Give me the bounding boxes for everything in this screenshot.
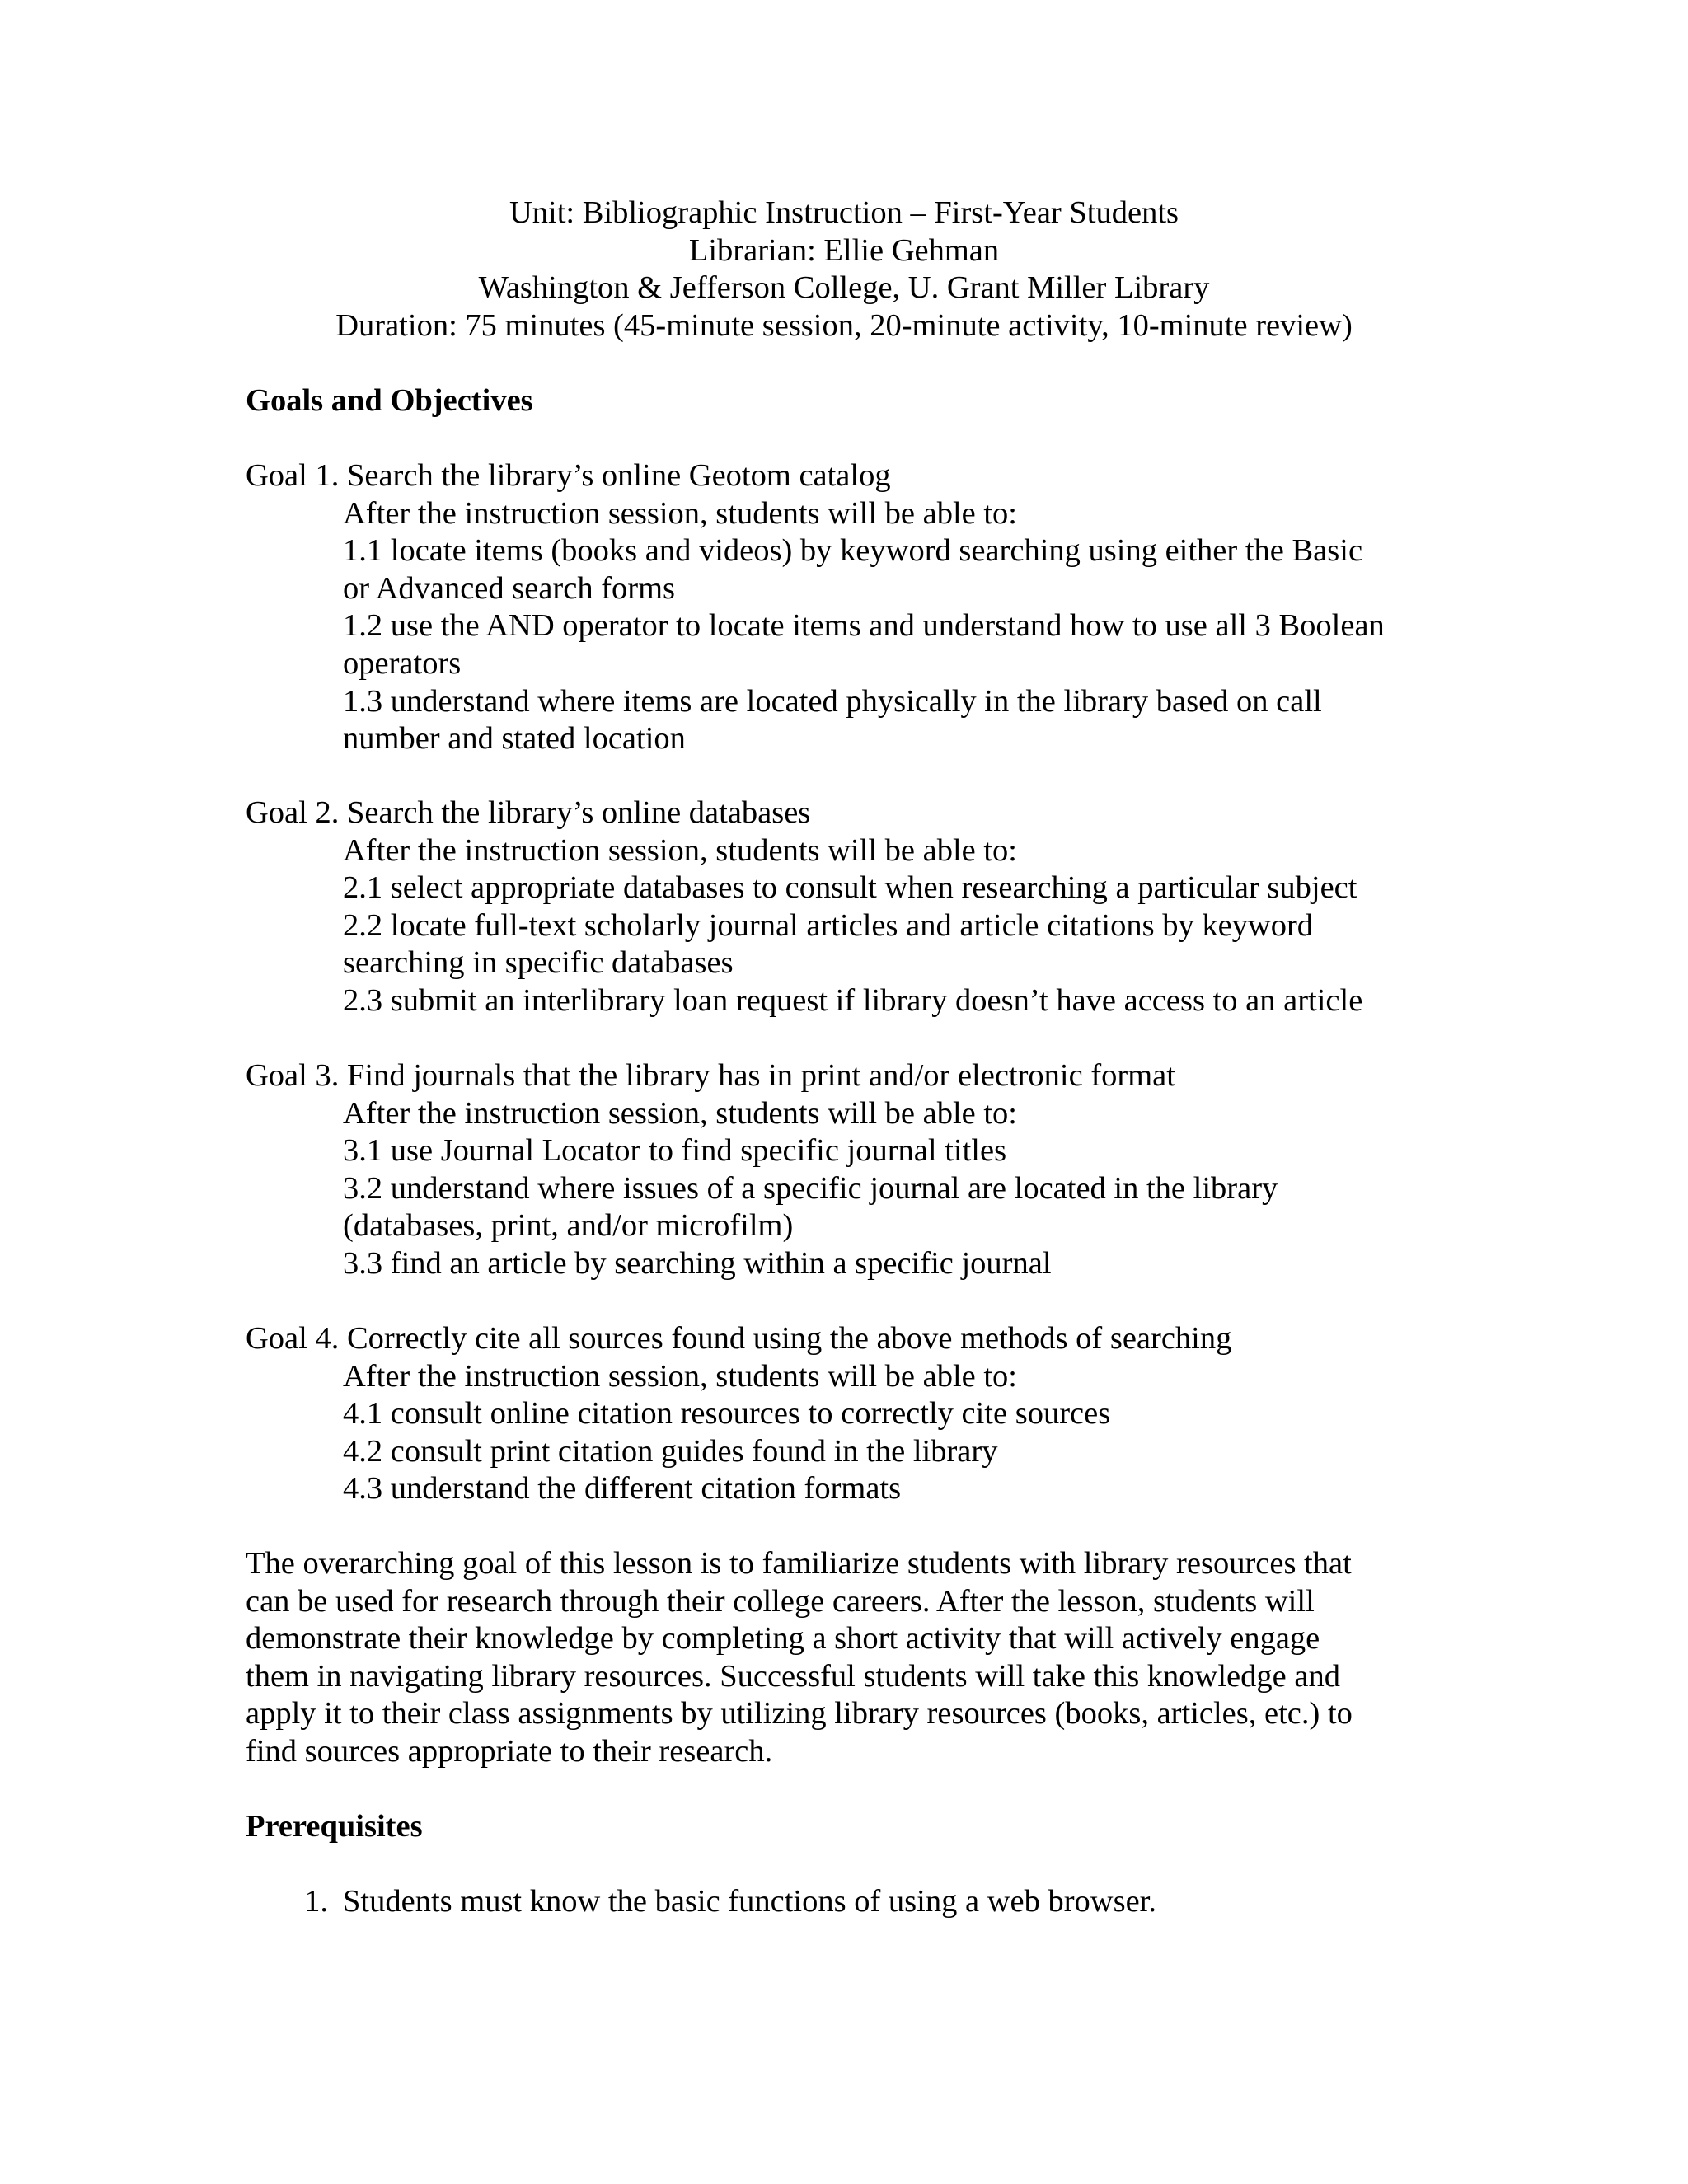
objective-line: or Advanced search forms (343, 570, 676, 606)
prerequisites-list (246, 1883, 1482, 1921)
duration-line: Duration: 75 minutes (45-minute session, 20-minute activity, 10-minute review) (335, 307, 1353, 343)
objective-line: operators (343, 645, 462, 681)
objective-line: 1.2 use the AND operator to locate items and understand how to use all 3 Boolean (343, 608, 1385, 644)
objective-line: 4.3 understand the different citation formats (343, 1471, 902, 1507)
goal-intro: After the instruction session, students will be able to: (343, 1358, 1017, 1394)
list-item-number: 1. (304, 1884, 328, 1919)
document-header (0, 194, 1688, 344)
goal-title: Goal 4. Correctly cite all sources found using the above methods of searching (246, 1321, 1232, 1356)
objective-line: 2.2 locate full-text scholarly journal articles and article citations by keyword (343, 907, 1314, 943)
unit-line: Unit: Bibliographic Instruction – First-Year Students (509, 195, 1179, 230)
objective-line: 4.2 consult print citation guides found in the library (343, 1433, 998, 1469)
paragraph-line: The overarching goal of this lesson is to familiarize students with library resources that (246, 1546, 1352, 1581)
goal-3 (246, 1057, 1482, 1283)
goal-title: Goal 2. Search the library’s online databases (246, 795, 811, 830)
list-item-text: Students must know the basic functions of using a web browser. (343, 1884, 1156, 1919)
prerequisites-heading: Prerequisites (246, 1809, 423, 1844)
paragraph-line: demonstrate their knowledge by completing a short activity that will actively engage (246, 1621, 1320, 1657)
goal-2 (246, 794, 1482, 1020)
objective-line: 2.3 submit an interlibrary loan request if library doesn’t have access to an article (343, 982, 1363, 1018)
objective-line: 3.3 find an article by searching within a specific journal (343, 1245, 1052, 1281)
goals-heading: Goals and Objectives (246, 383, 533, 418)
goal-intro: After the instruction session, students will be able to: (343, 832, 1017, 868)
paragraph-line: them in navigating library resources. Successful students will take this knowledge and (246, 1658, 1340, 1694)
objective-line: 3.1 use Journal Locator to find specific journal titles (343, 1133, 1007, 1169)
objective-line: 1.1 locate items (books and videos) by keyword searching using either the Basic (343, 533, 1363, 569)
goal-title: Goal 1. Search the library’s online Geotom catalog (246, 458, 891, 493)
objective-line: searching in specific databases (343, 945, 734, 981)
list-item (246, 1883, 1482, 1921)
paragraph-line: can be used for research through their college careers. After the lesson, students will (246, 1583, 1315, 1619)
goal-4 (246, 1320, 1482, 1508)
objective-line: 1.3 understand where items are located physically in the library based on call (343, 683, 1322, 719)
overarching-paragraph (246, 1545, 1416, 1771)
objective-line: 4.1 consult online citation resources to correctly cite sources (343, 1396, 1111, 1432)
objective-line: number and stated location (343, 721, 686, 757)
objective-line: 2.1 select appropriate databases to consult when researching a particular subject (343, 870, 1357, 906)
goal-intro: After the instruction session, students will be able to: (343, 1095, 1017, 1131)
objective-line: 3.2 understand where issues of a specific journal are located in the library (343, 1170, 1278, 1206)
goal-title: Goal 3. Find journals that the library has in print and/or electronic format (246, 1058, 1175, 1093)
objective-line: (databases, print, and/or microfilm) (343, 1208, 794, 1244)
goal-1 (246, 457, 1482, 758)
paragraph-line: apply it to their class assignments by utilizing library resources (books, articles, etc.) to (246, 1696, 1353, 1732)
goal-intro: After the instruction session, students will be able to: (343, 495, 1017, 531)
librarian-line: Librarian: Ellie Gehman (688, 232, 1000, 268)
paragraph-line: find sources appropriate to their research. (246, 1733, 773, 1769)
institution-line: Washington & Jefferson College, U. Grant Miller Library (478, 270, 1210, 306)
